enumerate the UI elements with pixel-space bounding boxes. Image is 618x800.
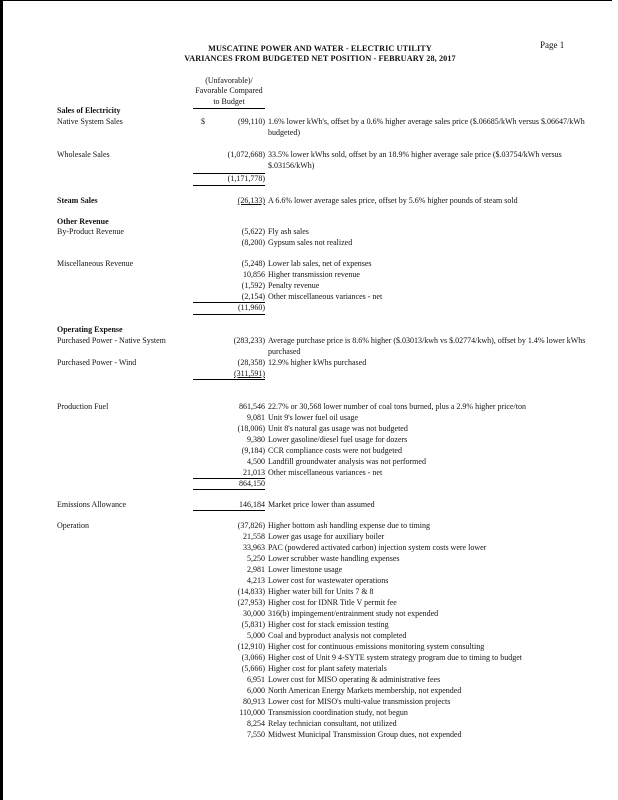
- description: Midwest Municipal Transmission Group dues, not expended: [268, 730, 462, 739]
- amount: 6,951: [247, 675, 265, 684]
- line-label: Miscellaneous Revenue: [57, 259, 134, 268]
- description: Higher water bill for Units 7 & 8: [268, 587, 374, 596]
- title-line-1: MUSCATINE POWER AND WATER - ELECTRIC UTILITY: [208, 44, 432, 53]
- amount: 80,913: [243, 697, 265, 706]
- amount: (1,072,668): [227, 150, 265, 159]
- description: A 6.6% lower average sales price, offset by 5.6% higher pounds of steam sold: [268, 196, 518, 205]
- description: PAC (powdered activated carbon) injection system costs were lower: [268, 543, 487, 552]
- description: Relay technician consultant, not utilized: [268, 719, 397, 728]
- amount: 21,558: [243, 532, 265, 541]
- subtotal-amount: 864,150: [239, 479, 265, 488]
- description: 1.6% lower kWh's, offset by a 0.6% higher average sales price ($.06685/kWh versus $.06647/kWh budgeted): [268, 117, 585, 137]
- line-label: Native System Sales: [57, 117, 123, 126]
- amount: 9,380: [247, 435, 265, 444]
- section-heading: Sales of Electricity: [57, 106, 121, 115]
- amount: 5,250: [247, 554, 265, 563]
- amount: (27,953): [237, 598, 265, 607]
- description: Lower cost for wastewater operations: [268, 576, 389, 585]
- report-title: [150, 44, 490, 64]
- amount: (1,592): [241, 281, 265, 290]
- amount: (8,200): [241, 238, 265, 247]
- page-number: Page 1: [540, 40, 565, 50]
- amount: 6,000: [247, 686, 265, 695]
- description: Other miscellaneous variances - net: [268, 468, 383, 477]
- description: Lower lab sales, net of expenses: [268, 259, 372, 268]
- amount: (5,248): [241, 259, 265, 268]
- amount: 5,000: [247, 631, 265, 640]
- amount: (5,622): [241, 227, 265, 236]
- amount: 2,981: [247, 565, 265, 574]
- description: Higher cost for IDNR Title V permit fee: [268, 598, 397, 607]
- column-header-line: (Unfavorable)/: [205, 76, 253, 85]
- line-label: Operation: [57, 521, 89, 530]
- amount: 9,081: [247, 413, 265, 422]
- subtotal-underline: [193, 510, 265, 511]
- description: Lower cost for MISO's multi-value transmission projects: [268, 697, 451, 706]
- description: Penalty revenue: [268, 281, 320, 290]
- amount: 33,963: [243, 543, 265, 552]
- description: Transmission coordination study, not begun: [268, 708, 408, 717]
- line-label: Steam Sales: [57, 196, 98, 205]
- subtotal-amount: (11,960): [237, 303, 265, 312]
- description: Coal and byproduct analysis not completed: [268, 631, 407, 640]
- amount: (9,184): [241, 446, 265, 455]
- amount: 7,550: [247, 730, 265, 739]
- description: Lower gas usage for auxiliary boiler: [268, 532, 385, 541]
- amount: (283,233): [233, 336, 265, 345]
- amount: (37,826): [237, 521, 265, 530]
- description: Higher cost for plant safety materials: [268, 664, 387, 673]
- description: Higher cost of Unit 9 4-SYTE system strategy program due to timing to budget: [268, 653, 522, 662]
- column-header-line: Favorable Compared: [195, 86, 263, 96]
- description: North American Energy Markets membership, not expended: [268, 686, 462, 695]
- column-header-line: to Budget: [213, 96, 245, 106]
- amount: (5,831): [241, 620, 265, 629]
- description: Unit 8's natural gas usage was not budgeted: [268, 424, 408, 433]
- description: Landfill groundwater analysis was not performed: [268, 457, 426, 466]
- description: Higher cost for stack emission testing: [268, 620, 389, 629]
- line-label: Production Fuel: [57, 402, 109, 411]
- description: Market price lower than assumed: [268, 500, 375, 509]
- line-label: Emissions Allowance: [57, 500, 127, 509]
- description: Lower limestone usage: [268, 565, 343, 574]
- amount: (5,666): [241, 664, 265, 673]
- description: Other miscellaneous variances - net: [268, 292, 383, 301]
- description: Unit 9's lower fuel oil usage: [268, 413, 359, 422]
- amount: 21,013: [243, 468, 265, 477]
- description: Higher transmission revenue: [268, 270, 360, 279]
- amount: (28,358): [237, 358, 265, 367]
- column-header-underline: [193, 108, 265, 109]
- description: Lower cost for MISO operating & administrative fees: [268, 675, 441, 684]
- subtotal-underline: [193, 185, 265, 186]
- description: 12.9% higher kWhs purchased: [268, 358, 367, 367]
- amount: (18,006): [237, 424, 265, 433]
- line-label: Purchased Power - Native System: [57, 336, 166, 345]
- subtotal-amount: (311,591): [233, 369, 265, 378]
- amount: (2,154): [241, 292, 265, 301]
- subtotal-amount: (1,171,778): [227, 174, 265, 183]
- amount: 861,546: [239, 402, 265, 411]
- section-heading: Other Revenue: [57, 217, 109, 226]
- amount: 4,500: [247, 457, 265, 466]
- amount: (3,066): [241, 653, 265, 662]
- line-label: By-Product Revenue: [57, 227, 124, 236]
- description: Lower scrubber waste handling expenses: [268, 554, 400, 563]
- description: Gypsum sales not realized: [268, 238, 353, 247]
- section-heading: Operating Expense: [57, 325, 123, 334]
- amount: 146,184: [239, 500, 265, 509]
- amount: (26,133): [237, 196, 265, 205]
- amount: 10,856: [243, 270, 265, 279]
- description: 22.7% or 30,568 lower number of coal tons burned, plus a 2.9% higher price/ton: [268, 402, 526, 411]
- subtotal-underline: [193, 314, 265, 315]
- page-left-border: [0, 0, 3, 800]
- column-header: [193, 76, 265, 107]
- description: Fly ash sales: [268, 227, 309, 236]
- description: CCR compliance costs were not budgeted: [268, 446, 402, 455]
- title-line-2: VARIANCES FROM BUDGETED NET POSITION - FEBRUARY 28, 2017: [184, 54, 456, 63]
- amount: (12,910): [237, 642, 265, 651]
- subtotal-underline: [193, 489, 265, 490]
- description: 33.5% lower kWhs sold, offset by an 18.9% higher average sale price ($.03754/kWh versus $.03156/kWh): [268, 150, 562, 170]
- description: Lower gasoline/diesel fuel usage for dozers: [268, 435, 408, 444]
- subtotal-underline: [193, 379, 265, 380]
- amount: 8,254: [247, 719, 265, 728]
- amount: (14,833): [237, 587, 265, 596]
- description: 316(b) impingement/entrainment study not expended: [268, 609, 439, 618]
- amount: (99,110): [237, 117, 265, 126]
- line-label: Purchased Power - Wind: [57, 358, 137, 367]
- page-top-border: [0, 0, 612, 1]
- line-label: Wholesale Sales: [57, 150, 110, 159]
- description: Higher bottom ash handling expense due to timing: [268, 521, 430, 530]
- amount: 4,213: [247, 576, 265, 585]
- amount: 30,000: [243, 609, 265, 618]
- description: Higher cost for continuous emissions monitoring system consulting: [268, 642, 485, 651]
- amount: 110,000: [239, 708, 265, 717]
- currency-symbol: $: [201, 117, 205, 126]
- description: Average purchase price is 8.6% higher ($.03013/kwh vs $.02774/kwh), offset by 1.4% lower kWhs purchased: [268, 336, 586, 356]
